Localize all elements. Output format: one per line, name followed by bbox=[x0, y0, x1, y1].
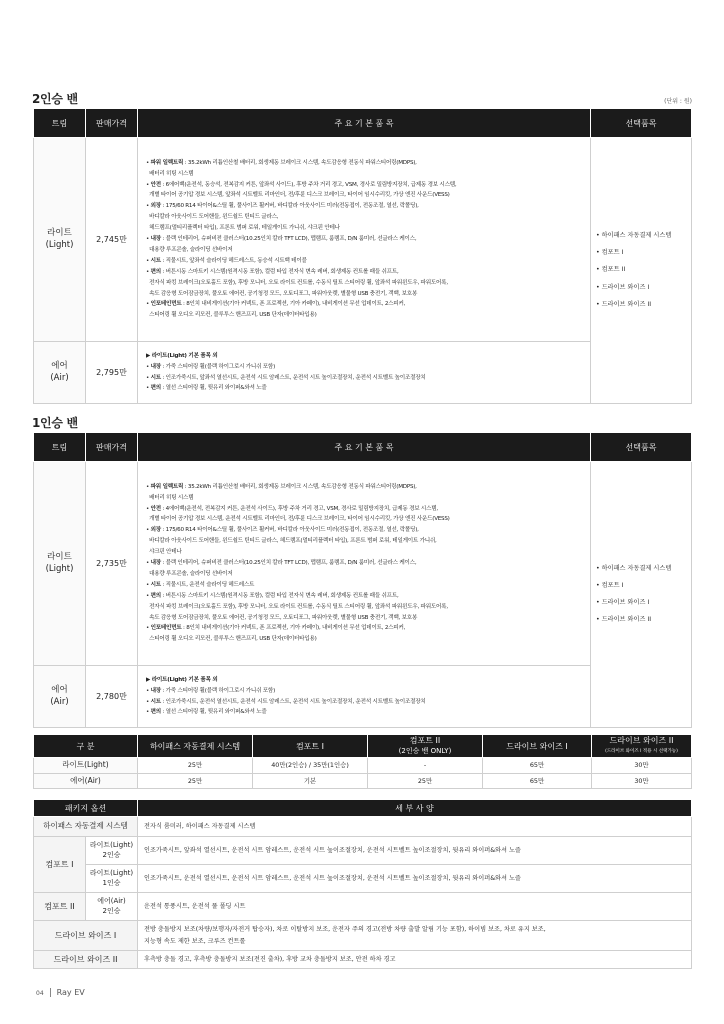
trim-table-2seat bbox=[33, 108, 692, 404]
feature-line: 바디칼라 아웃사이드 도어핸들, 윈드쉴드 틴티드 글라스, bbox=[149, 214, 279, 221]
feature-line: 스티어링 휠 오디오 리모컨, 블루투스 핸즈프리, USB 단자(데이터타입용) bbox=[149, 636, 317, 643]
feature-line: • 편의 : 버튼시동 스마트키 시스템(원격시동 포함), 컬럼 타입 전자식 변속 레버, 회생제동 컨트롤 패들 쉬프트, bbox=[146, 268, 399, 275]
table-row: 드라이브 와이즈 II 후측방 충돌 경고, 후측방 충돌방지 보조(전진 출차), 후방 교차 충돌방지 보조, 안전 하차 경고 bbox=[34, 951, 692, 969]
option-item: • 하이패스 자동결제 시스템 bbox=[596, 564, 672, 572]
feature-list bbox=[138, 462, 591, 666]
price-header-drivewise2: 드라이브 와이즈 II (드라이브 와이즈 I 적용 시 선택가능) bbox=[592, 735, 692, 758]
option-list bbox=[591, 138, 692, 404]
feature-line: • 시트 : 인조가죽시트, 앞좌석 열선시트, 운전석 시트 암레스트, 운전석 시트 높이조절장치, 운전석 시트벨트 높이조절장치 bbox=[146, 374, 426, 381]
price-header-comfort1: 컴포트 I bbox=[253, 735, 368, 758]
feature-line: • 인포테인먼트 : 8인치 내비게이션(기아 커넥트, 폰 프로젝션, 기아 카페이), 내비게이션 무선 업데이트, 2스피커, bbox=[146, 301, 406, 308]
feature-line: • 시트 : 직물시트, 앞좌석 슬라이딩 헤드레스트, 동승석 시트백 테이블 bbox=[146, 257, 307, 264]
page-number: 04 bbox=[36, 990, 44, 997]
table-row: 컴포트 I 라이트(Light) 2인승 인조가죽시트, 앞좌석 열선시트, 운전석 시트 암레스트, 운전석 시트 높이조절장치, 운전석 시트벨트 높이조절장치, 뒷유리 와이퍼&와셔 노즐 bbox=[34, 837, 692, 865]
feature-line: 바디칼라 아웃사이드 도어핸들, 윈드쉴드 틴티드 글라스, 헤드램프(멀티리플렉터 타입), 프론트 범퍼 로워, 테일게이트 가니쉬, bbox=[149, 538, 437, 545]
price-header-category: 구 분 bbox=[34, 735, 138, 758]
price-air: 2,780만 bbox=[86, 666, 138, 728]
feature-list bbox=[138, 342, 591, 404]
table-row: 드라이브 와이즈 I 전방 충돌방지 보조(차량/보행자/자전거 탑승자), 차로 이탈방지 보조, 운전자 주의 경고(전방 차량 출발 알림 기능 포함), 하이빔 보조, 차로 유지 보조, 지능형 속도 제한 보조, 크루즈 컨트롤 bbox=[34, 921, 692, 951]
feature-line: 속도 감응형 도어잠금장치, 풀오토 에어컨, 공기청정 모드, 오토디포그, 파워아웃렛, 별물형 USB 충전기, 객백, 보호봉 bbox=[149, 614, 418, 621]
header-price: 판매가격 bbox=[86, 109, 138, 138]
feature-line: • 내장 : 가죽 스티어링 휠(블랙 하이그로시 가니쉬 포함) bbox=[146, 363, 276, 370]
header-options: 선택품목 bbox=[591, 433, 692, 462]
price-light: 2,745만 bbox=[86, 138, 138, 342]
feature-line: • 편의 : 열선 스티어링 휠, 뒷유리 와이퍼&와셔 노즐 bbox=[146, 709, 267, 716]
option-list bbox=[591, 462, 692, 728]
feature-line: 샤크핀 안테나 bbox=[149, 549, 182, 556]
option-item: • 드라이브 와이즈 II bbox=[596, 616, 652, 624]
option-price-table bbox=[33, 734, 692, 789]
table-row: 라이트(Light) 25만 40만(2인승) / 35만(1인승) - 65만 30만 bbox=[34, 758, 692, 774]
package-header-detail: 세 부 사 양 bbox=[138, 800, 692, 817]
feature-line: • 인포테인먼트 : 8인치 내비게이션(기아 커넥트, 폰 프로젝션, 기아 카페이), 내비게이션 무선 업데이트, 2스피커, bbox=[146, 625, 406, 632]
feature-line: • 안전 : 6에어백(운전석, 동승석, 전복감지 커튼, 앞좌석 사이드), 후방 주차 거리 경고, VSM, 경사로 밀림방지장치, 급제동 경보 시스템, bbox=[146, 181, 457, 188]
price-header-comfort2: 컴포트 II (2인승 밴 ONLY) bbox=[368, 735, 483, 758]
trim-light: 라이트 (Light) bbox=[34, 462, 86, 666]
feature-line: • 외장 : 175/60 R14 타이어&스틸 휠, 풀사이즈 휠커버, 바디칼라 아웃사이드 미러(전동접이, 전동조절, 열선, 락폴딩), bbox=[146, 527, 419, 534]
air-header: ▶ 라이트(Light) 기본 품목 외 bbox=[146, 676, 218, 683]
unit-label: (단위 : 원) bbox=[664, 98, 692, 105]
feature-line: 전자식 파킹 브레이크(오토홀드 포함), 후방 모니터, 오토 라이트 컨트롤, 수동식 틸트 스티어링 휠, 앞좌석 파워윈도우, 파워도어록, bbox=[149, 603, 448, 610]
price-header-drivewise1: 드라이브 와이즈 I bbox=[483, 735, 592, 758]
trim-air: 에어 (Air) bbox=[34, 666, 86, 728]
header-features: 주 요 기 본 품 목 bbox=[138, 433, 591, 462]
price-air: 2,795만 bbox=[86, 342, 138, 404]
header-trim: 트림 bbox=[34, 109, 86, 138]
feature-line: 속도 감응형 도어잠금장치, 풀오토 에어컨, 공기청정 모드, 오토디포그, 파워아웃렛, 별물형 USB 충전기, 객백, 보호봉 bbox=[149, 290, 418, 297]
feature-line: 배터리 히팅 시스템 bbox=[149, 170, 194, 177]
table-row: 컴포트 II 에어(Air) 2인승 운전석 통풍시트, 운전석 풀 폴딩 시트 bbox=[34, 893, 692, 921]
feature-line: • 편의 : 버튼시동 스마트키 시스템(원격시동 포함), 컬럼 타입 전자식 변속 레버, 회생제동 컨트롤 패들 쉬프트, bbox=[146, 592, 399, 599]
header-features: 주 요 기 본 품 목 bbox=[138, 109, 591, 138]
feature-line: • 시트 : 인조가죽시트, 운전석 열선시트, 운전석 시트 암레스트, 운전석 시트 높이조절장치, 운전석 시트벨트 높이조절장치 bbox=[146, 698, 426, 705]
price-light: 2,735만 bbox=[86, 462, 138, 666]
trim-table-1seat bbox=[33, 432, 692, 728]
feature-line: • 시트 : 직물시트, 운전석 슬라이딩 헤드레스트 bbox=[146, 581, 255, 588]
section-title-2seat: 2인승 밴 bbox=[32, 92, 78, 106]
feature-line: 대용량 루프콘솔, 슬라이딩 선바이저 bbox=[149, 570, 233, 577]
section-title-1seat: 1인승 밴 bbox=[32, 416, 78, 430]
feature-line: 대용량 루프콘솔, 슬라이딩 선바이저 bbox=[149, 246, 233, 253]
feature-line: 개별 타이어 공기압 경보 시스템, 앞좌석 시트벨트 리마인더, 전/후륜 디스크 브레이크, 타이어 임시수리킷, 가상 엔진 사운드(VESS) bbox=[149, 192, 450, 199]
feature-list bbox=[138, 666, 591, 728]
divider bbox=[50, 988, 51, 997]
feature-line: 스티어링 휠 오디오 리모컨, 블루투스 핸즈프리, USB 단자(데이터타입용) bbox=[149, 312, 317, 319]
header-trim: 트림 bbox=[34, 433, 86, 462]
feature-list bbox=[138, 138, 591, 342]
feature-line: 전자식 파킹 브레이크(오토홀드 포함), 후방 모니터, 오토 라이트 컨트롤, 수동식 틸트 스티어링 휠, 앞좌석 파워윈도우, 파워도어록, bbox=[149, 279, 448, 286]
feature-line: • 내장 : 가죽 스티어링 휠(블랙 하이그로시 가니쉬 포함) bbox=[146, 687, 276, 694]
air-header: ▶ 라이트(Light) 기본 품목 외 bbox=[146, 352, 218, 359]
trim-air: 에어 (Air) bbox=[34, 342, 86, 404]
table-row: 하이패스 자동결제 시스템 전자식 룸미러, 하이패스 자동결제 시스템 bbox=[34, 817, 692, 837]
feature-line: • 파워 일렉트릭 : 35.2kWh 리튬인산철 배터리, 회생제동 브레이크 시스템, 속도감응형 전동식 파워스티어링(MDPS), bbox=[146, 483, 417, 490]
header-price: 판매가격 bbox=[86, 433, 138, 462]
table-row: 에어(Air) 25만 기본 25만 65만 30만 bbox=[34, 773, 692, 789]
feature-line: 배터리 히팅 시스템 bbox=[149, 494, 194, 501]
header-options: 선택품목 bbox=[591, 109, 692, 138]
model-name: Ray EV bbox=[56, 988, 85, 997]
feature-line: • 안전 : 4에어백(운전석, 전복감지 커튼, 운전석 사이드), 후방 주차 거리 경고, VSM, 경사로 밀림방지장치, 급제동 경보 시스템, bbox=[146, 505, 438, 512]
option-item: • 컴포트 I bbox=[596, 249, 624, 257]
feature-line: • 내장 : 블랙 인테리어, 슈퍼비전 클러스터(10.25인치 칼라 TFT LCD), 맵램프, 룸램프, D/N 룸미러, 선글라스 케이스, bbox=[146, 236, 417, 243]
option-item: • 드라이브 와이즈 I bbox=[596, 283, 650, 291]
package-header-name: 패키지 옵션 bbox=[34, 800, 138, 817]
option-item: • 드라이브 와이즈 II bbox=[596, 300, 652, 308]
feature-line: • 내장 : 블랙 인테리어, 슈퍼비전 클러스터(10.25인치 칼라 TFT LCD), 맵램프, 룸램프, D/N 룸미러, 선글라스 케이스, bbox=[146, 560, 417, 567]
page-footer bbox=[36, 988, 85, 997]
feature-line: 개별 타이어 공기압 경보 시스템, 운전석 시트벨트 리마인더, 전/후륜 디스크 브레이크, 타이어 임시수리킷, 가상 엔진 사운드(VESS) bbox=[149, 516, 450, 523]
feature-line: • 외장 : 175/60 R14 타이어&스틸 휠, 풀사이즈 휠커버, 바디칼라 아웃사이드 미러(전동접이, 전동조절, 열선, 락폴딩), bbox=[146, 203, 419, 210]
price-header-hipass: 하이패스 자동결제 시스템 bbox=[138, 735, 253, 758]
feature-line: • 파워 일렉트릭 : 35.2kWh 리튬인산철 배터리, 회생제동 브레이크 시스템, 속도감응형 전동식 파워스티어링(MDPS), bbox=[146, 159, 417, 166]
feature-line: 헤드램프(멀티리플렉터 타입), 프론트 범퍼 로워, 테일게이트 가니쉬, 샤크핀 안테나 bbox=[149, 225, 340, 232]
option-item: • 하이패스 자동결제 시스템 bbox=[596, 231, 672, 239]
package-table bbox=[33, 799, 692, 969]
option-item: • 컴포트 II bbox=[596, 266, 626, 274]
option-item: • 드라이브 와이즈 I bbox=[596, 599, 650, 606]
option-item: • 컴포트 I bbox=[596, 581, 624, 589]
feature-line: • 편의 : 열선 스티어링 휠, 뒷유리 와이퍼&와셔 노즐 bbox=[146, 385, 267, 392]
table-row: 라이트(Light) 1인승 인조가죽시트, 운전석 열선시트, 운전석 시트 암레스트, 운전석 시트 높이조절장치, 운전석 시트벨트 높이조절장치, 뒷유리 와이퍼&와셔 노즐 bbox=[34, 865, 692, 893]
trim-light: 라이트 (Light) bbox=[34, 138, 86, 342]
